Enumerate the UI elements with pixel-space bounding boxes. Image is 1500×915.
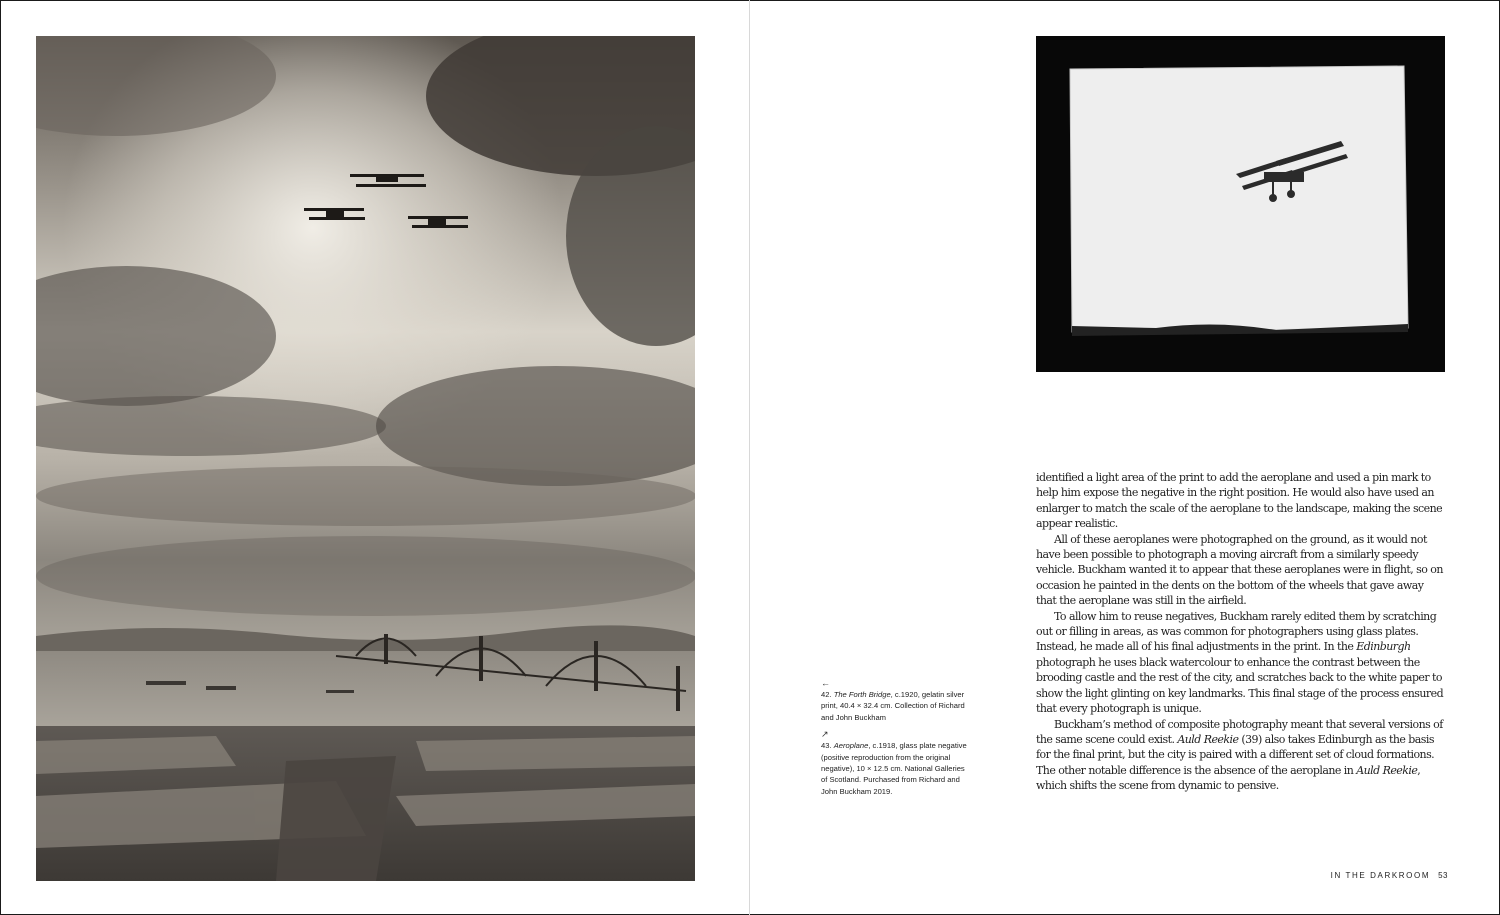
caption-42-text bbox=[821, 689, 971, 723]
caption-number: 43. bbox=[821, 741, 832, 751]
page-number: 53 bbox=[1438, 871, 1448, 880]
captions bbox=[821, 678, 971, 803]
paragraph-4-part-c: , which shifts the scene from dynamic to pensive. bbox=[1036, 763, 1421, 793]
arrow-left-icon: ← bbox=[821, 678, 830, 688]
caption-number: 42. bbox=[821, 690, 832, 699]
paragraph-4-part-a: Buckham’s method of composite photography meant that several versions of the same scene could exist. bbox=[1036, 717, 1443, 746]
paragraph-1: identified a light area of the print to add the aeroplane and used a pin mark to help him expose the negative in the right position. He would also have used an enlarger to match the scale of the aeroplane to the landscape, making the scene appear realistic. bbox=[1036, 471, 1443, 531]
paragraph-4-emphasis-2: Auld Reekie bbox=[1356, 763, 1418, 777]
caption-42 bbox=[821, 678, 971, 723]
paragraph-3-part-a: To allow him to reuse negatives, Buckham rarely edited them by scratching out or filling in areas, as was common for photographers using glass plates. Instead, he made all of his final adjustments in the print. In the bbox=[1036, 609, 1437, 654]
forth-bridge-image bbox=[36, 36, 695, 881]
forth-bridge-photograph bbox=[36, 36, 695, 881]
paragraph-3-part-b: photograph he uses black watercolour to enhance the contrast between the brooding castle and the rest of the city, and scratches back to the white paper to show the light glinting on key landmarks. This final stage of the process ensured that every photograph is unique. bbox=[1036, 655, 1444, 716]
caption-details: , c.1918, glass plate negative (positive reproduction from the original negative), 10 × 12.5 cm. National Galleries of Scotland. Purchased from Richard and John Buckham 2019. bbox=[821, 741, 967, 796]
caption-title: The Forth Bridge bbox=[833, 690, 891, 699]
paragraph-3 bbox=[1036, 609, 1446, 717]
running-footer bbox=[1331, 871, 1448, 880]
paragraph-4-emphasis-1: Auld Reekie bbox=[1177, 732, 1239, 746]
paragraph-4-part-b: (39) also takes Edinburgh as the basis for the final print, but the city is paired with a different set of cloud formations. The other notable difference is the absence of the aeroplane in bbox=[1036, 732, 1435, 777]
body-text bbox=[1036, 470, 1446, 794]
paragraph-2: All of these aeroplanes were photographed on the ground, as it would not have been possible to photograph a moving aircraft from a similarly speedy vehicle. Buckham wanted it to appear that these aeroplanes were in flight, so on occasion he painted in the dents on the bottom of the wheels that gave away that the aeroplane was still in the airfield. bbox=[1036, 532, 1443, 608]
arrow-up-right-icon: ↗ bbox=[821, 729, 829, 740]
page-gutter bbox=[749, 0, 750, 915]
section-title: IN THE DARKROOM bbox=[1330, 871, 1431, 880]
aeroplane-negative-image bbox=[1036, 36, 1445, 372]
aeroplane-negative-photograph bbox=[1036, 36, 1445, 372]
paragraph-4 bbox=[1036, 717, 1446, 794]
caption-title: Aeroplane bbox=[833, 741, 869, 751]
caption-details: , c.1920, gelatin silver print, 40.4 × 32.4 cm. Collection of Richard and John Buckham bbox=[821, 690, 965, 722]
caption-43 bbox=[821, 729, 971, 797]
caption-43-text bbox=[821, 740, 971, 797]
paragraph-3-emphasis: Edinburgh bbox=[1356, 640, 1411, 654]
